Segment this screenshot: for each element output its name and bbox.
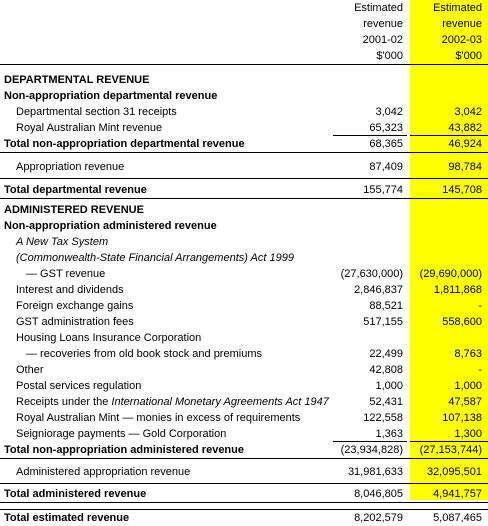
value-2002-03: 8,763	[454, 348, 482, 360]
header-line-2	[0, 16, 488, 32]
table-row	[0, 159, 488, 176]
row-label: Administered appropriation revenue	[16, 466, 191, 478]
subheading-non-appropriation-administered	[0, 218, 488, 234]
table-row	[0, 314, 488, 330]
row-label: Royal Australian Mint revenue	[16, 122, 163, 134]
row-label: — GST revenue	[26, 268, 106, 280]
table-row	[0, 250, 488, 266]
value-2001-02: 8,046,805	[354, 488, 403, 500]
value-2001-02: 65,323	[369, 122, 403, 134]
col2-header-unit: $'000	[455, 50, 482, 62]
col1-header-year: 2001-02	[362, 34, 403, 46]
row-label	[16, 394, 329, 410]
header-rule	[0, 64, 488, 66]
value-2002-03: 47,587	[448, 396, 482, 408]
row-label: Total administered revenue	[4, 488, 147, 500]
value-2001-02: 88,521	[369, 300, 403, 312]
value-2001-02: 42,808	[369, 364, 403, 376]
header-line-4	[0, 48, 488, 64]
row-label: Total non-appropriation administered revenue	[4, 444, 244, 456]
row-label-prefix: Receipts under the	[16, 396, 112, 408]
row-label: — recoveries from old book stock and premiums	[26, 348, 262, 360]
table-row	[0, 362, 488, 378]
table-row	[0, 234, 488, 250]
value-2001-02: 52,431	[369, 396, 403, 408]
row-label: Total non-appropriation departmental revenue	[4, 138, 245, 150]
total-row	[0, 182, 488, 199]
value-2002-03: 1,811,868	[433, 284, 482, 296]
grand-total-row	[0, 509, 488, 526]
section-heading-administered	[0, 202, 488, 218]
value-2002-03: -	[478, 364, 482, 376]
table-row	[0, 298, 488, 314]
value-2002-03: 558,600	[442, 316, 482, 328]
table-row	[0, 120, 488, 136]
row-label: Foreign exchange gains	[16, 300, 134, 312]
subheading-non-appropriation-departmental	[0, 88, 488, 104]
table-row	[0, 346, 488, 362]
row-label: Total estimated revenue	[4, 512, 130, 524]
value-2001-02: 517,155	[363, 316, 403, 328]
col2-header-year: 2002-03	[441, 34, 482, 46]
value-2002-03: 4,941,757	[433, 488, 482, 500]
total-row	[0, 442, 488, 459]
row-label: Non-appropriation administered revenue	[4, 220, 217, 232]
row-label: GST administration fees	[16, 316, 134, 328]
row-label: (Commonwealth-State Financial Arrangements) Act 1999	[16, 252, 294, 264]
value-2002-03: 145,708	[442, 184, 482, 196]
value-2002-03: 1,000	[454, 380, 482, 392]
value-2001-02: (27,630,000)	[340, 268, 403, 280]
value-2001-02: 155,774	[363, 184, 403, 196]
table-row	[0, 104, 488, 120]
value-2001-02: (23,934,828)	[340, 444, 403, 456]
total-row	[0, 486, 488, 503]
row-label: Postal services regulation	[16, 380, 142, 392]
value-2002-03: 98,784	[448, 161, 482, 173]
row-label: DEPARTMENTAL REVENUE	[4, 74, 150, 86]
col2-header-line1: Estimated	[433, 2, 482, 14]
row-label: Seigniorage payments — Gold Corporation	[16, 428, 227, 440]
value-2001-02: 2,846,837	[354, 284, 403, 296]
value-2001-02: 1,000	[375, 380, 403, 392]
row-label: Total departmental revenue	[4, 184, 147, 196]
row-label: Departmental section 31 receipts	[16, 106, 177, 118]
value-2002-03: (27,153,744)	[419, 444, 482, 456]
row-label: Non-appropriation departmental revenue	[4, 90, 218, 102]
value-2001-02: 31,981,633	[347, 466, 403, 478]
col1-header-line1: Estimated	[354, 2, 403, 14]
table-row	[0, 282, 488, 298]
col2-header-line2: revenue	[442, 18, 482, 30]
header-line-3	[0, 32, 488, 48]
table-row	[0, 330, 488, 346]
value-2001-02: 1,363	[375, 428, 403, 440]
row-label: Housing Loans Insurance Corporation	[16, 332, 202, 344]
value-2001-02: 22,499	[369, 348, 403, 360]
table-row	[0, 464, 488, 481]
col1-header-line2: revenue	[363, 18, 403, 30]
row-label: Interest and dividends	[16, 284, 124, 296]
row-label: Appropriation revenue	[16, 161, 125, 173]
value-2002-03: 32,095,501	[426, 466, 482, 478]
value-2001-02: 87,409	[369, 161, 403, 173]
value-2002-03: 5,087,465	[433, 512, 482, 524]
table-row	[0, 378, 488, 394]
value-2001-02: 122,558	[363, 412, 403, 424]
table-row	[0, 266, 488, 282]
col1-header-unit: $'000	[376, 50, 403, 62]
row-label: ADMINISTERED REVENUE	[4, 204, 144, 216]
row-label-act-title: International Monetary Agreements Act 1947	[111, 396, 329, 408]
section-heading-departmental	[0, 72, 488, 88]
value-2001-02: 68,365	[369, 138, 403, 150]
value-2002-03: (29,690,000)	[419, 268, 482, 280]
value-2002-03: 3,042	[454, 106, 482, 118]
value-2001-02: 8,202,579	[354, 512, 403, 524]
row-label: Royal Australian Mint — monies in excess of requirements	[16, 412, 301, 424]
value-2002-03: 107,138	[442, 412, 482, 424]
value-2001-02: 3,042	[375, 106, 403, 118]
table-row	[0, 394, 488, 410]
value-2002-03: -	[478, 300, 482, 312]
table-row	[0, 426, 488, 442]
table-row	[0, 410, 488, 426]
row-label: A New Tax System	[16, 236, 109, 248]
row-label: Other	[16, 364, 44, 376]
value-2002-03: 43,882	[448, 122, 482, 134]
value-2002-03: 46,924	[448, 138, 482, 150]
value-2002-03: 1,300	[454, 428, 482, 440]
total-row	[0, 136, 488, 153]
header-line-1	[0, 0, 488, 16]
